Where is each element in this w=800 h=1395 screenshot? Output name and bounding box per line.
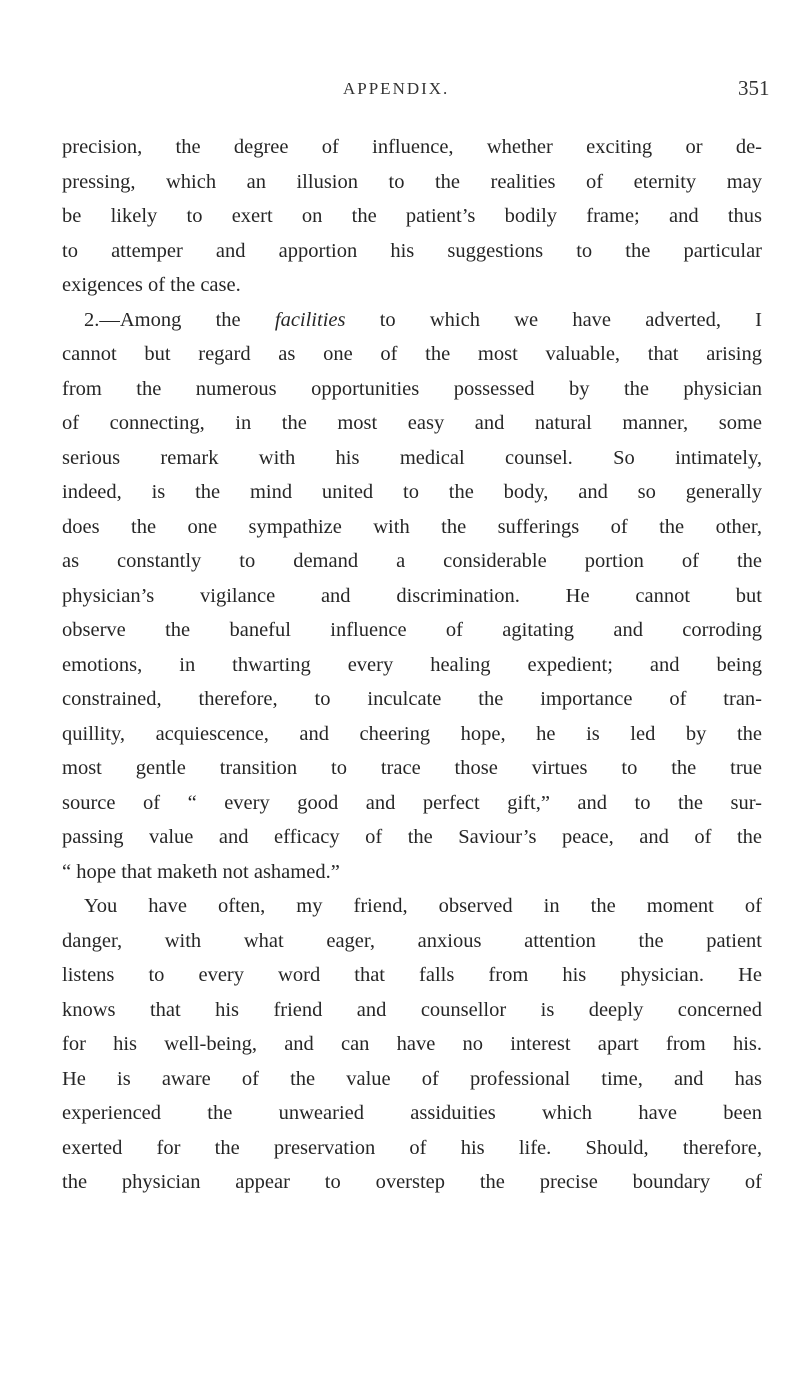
text-line: cannot but regard as one of the most valuable, that arising <box>62 343 762 365</box>
text-line: exerted for the preservation of his life. Should, therefore, <box>62 1136 762 1159</box>
text-line: as constantly to demand a considerable portion of the <box>62 550 762 572</box>
text-line: the physician appear to overstep the precise boundary of <box>62 1171 762 1193</box>
text-line: exigences of the case. <box>62 274 241 296</box>
paragraph-3 <box>62 889 762 1200</box>
text-line: pressing, which an illusion to the realities of eternity may <box>62 170 762 193</box>
text-line <box>62 303 762 338</box>
page-header <box>0 76 800 106</box>
text-line: serious remark with his medical counsel. So intimately, <box>62 446 762 469</box>
text-segment: to which we have adverted, I <box>345 308 762 331</box>
paragraph-2 <box>62 303 762 890</box>
text-line: source of “ every good and perfect gift,” and to the sur- <box>62 791 762 814</box>
text-line: for his well-being, and can have no interest apart from his. <box>62 1033 762 1055</box>
text-line: does the one sympathize with the sufferings of the other, <box>62 515 762 538</box>
paragraph-1 <box>62 130 762 303</box>
text-line: You have often, my friend, observed in the moment of <box>84 895 762 917</box>
text-line: quillity, acquiescence, and cheering hope, he is led by the <box>62 722 762 745</box>
text-line: constrained, therefore, to inculcate the importance of tran- <box>62 688 762 710</box>
body-text <box>62 130 762 1200</box>
text-line: indeed, is the mind united to the body, and so generally <box>62 481 762 503</box>
text-line: be likely to exert on the patient’s bodily frame; and thus <box>62 205 762 227</box>
text-line: listens to every word that falls from his physician. He <box>62 964 762 986</box>
text-line: from the numerous opportunities possessed by the physician <box>62 377 762 400</box>
text-line: physician’s vigilance and discrimination. He cannot but <box>62 584 762 607</box>
running-head: APPENDIX. <box>343 79 450 98</box>
text-line: most gentle transition to trace those virtues to the true <box>62 757 762 779</box>
text-segment: 2.—Among the <box>84 308 275 331</box>
text-line: observe the baneful influence of agitating and corroding <box>62 619 762 641</box>
page-number: 351 <box>738 76 770 100</box>
text-line: “ hope that maketh not ashamed.” <box>62 860 340 883</box>
text-line: precision, the degree of influence, whether exciting or de- <box>62 136 762 158</box>
text-line: passing value and efficacy of the Saviour’s peace, and of the <box>62 826 762 848</box>
text-line: He is aware of the value of professional time, and has <box>62 1067 762 1090</box>
text-line: of connecting, in the most easy and natural manner, some <box>62 412 762 434</box>
text-line: to attemper and apportion his suggestions to the particular <box>62 239 762 262</box>
text-line: emotions, in thwarting every healing expedient; and being <box>62 653 762 676</box>
text-line: knows that his friend and counsellor is deeply concerned <box>62 998 762 1021</box>
text-line: danger, with what eager, anxious attention the patient <box>62 929 762 952</box>
emphasized-word: facilities <box>274 308 346 331</box>
text-line: experienced the unwearied assiduities which have been <box>62 1102 762 1124</box>
